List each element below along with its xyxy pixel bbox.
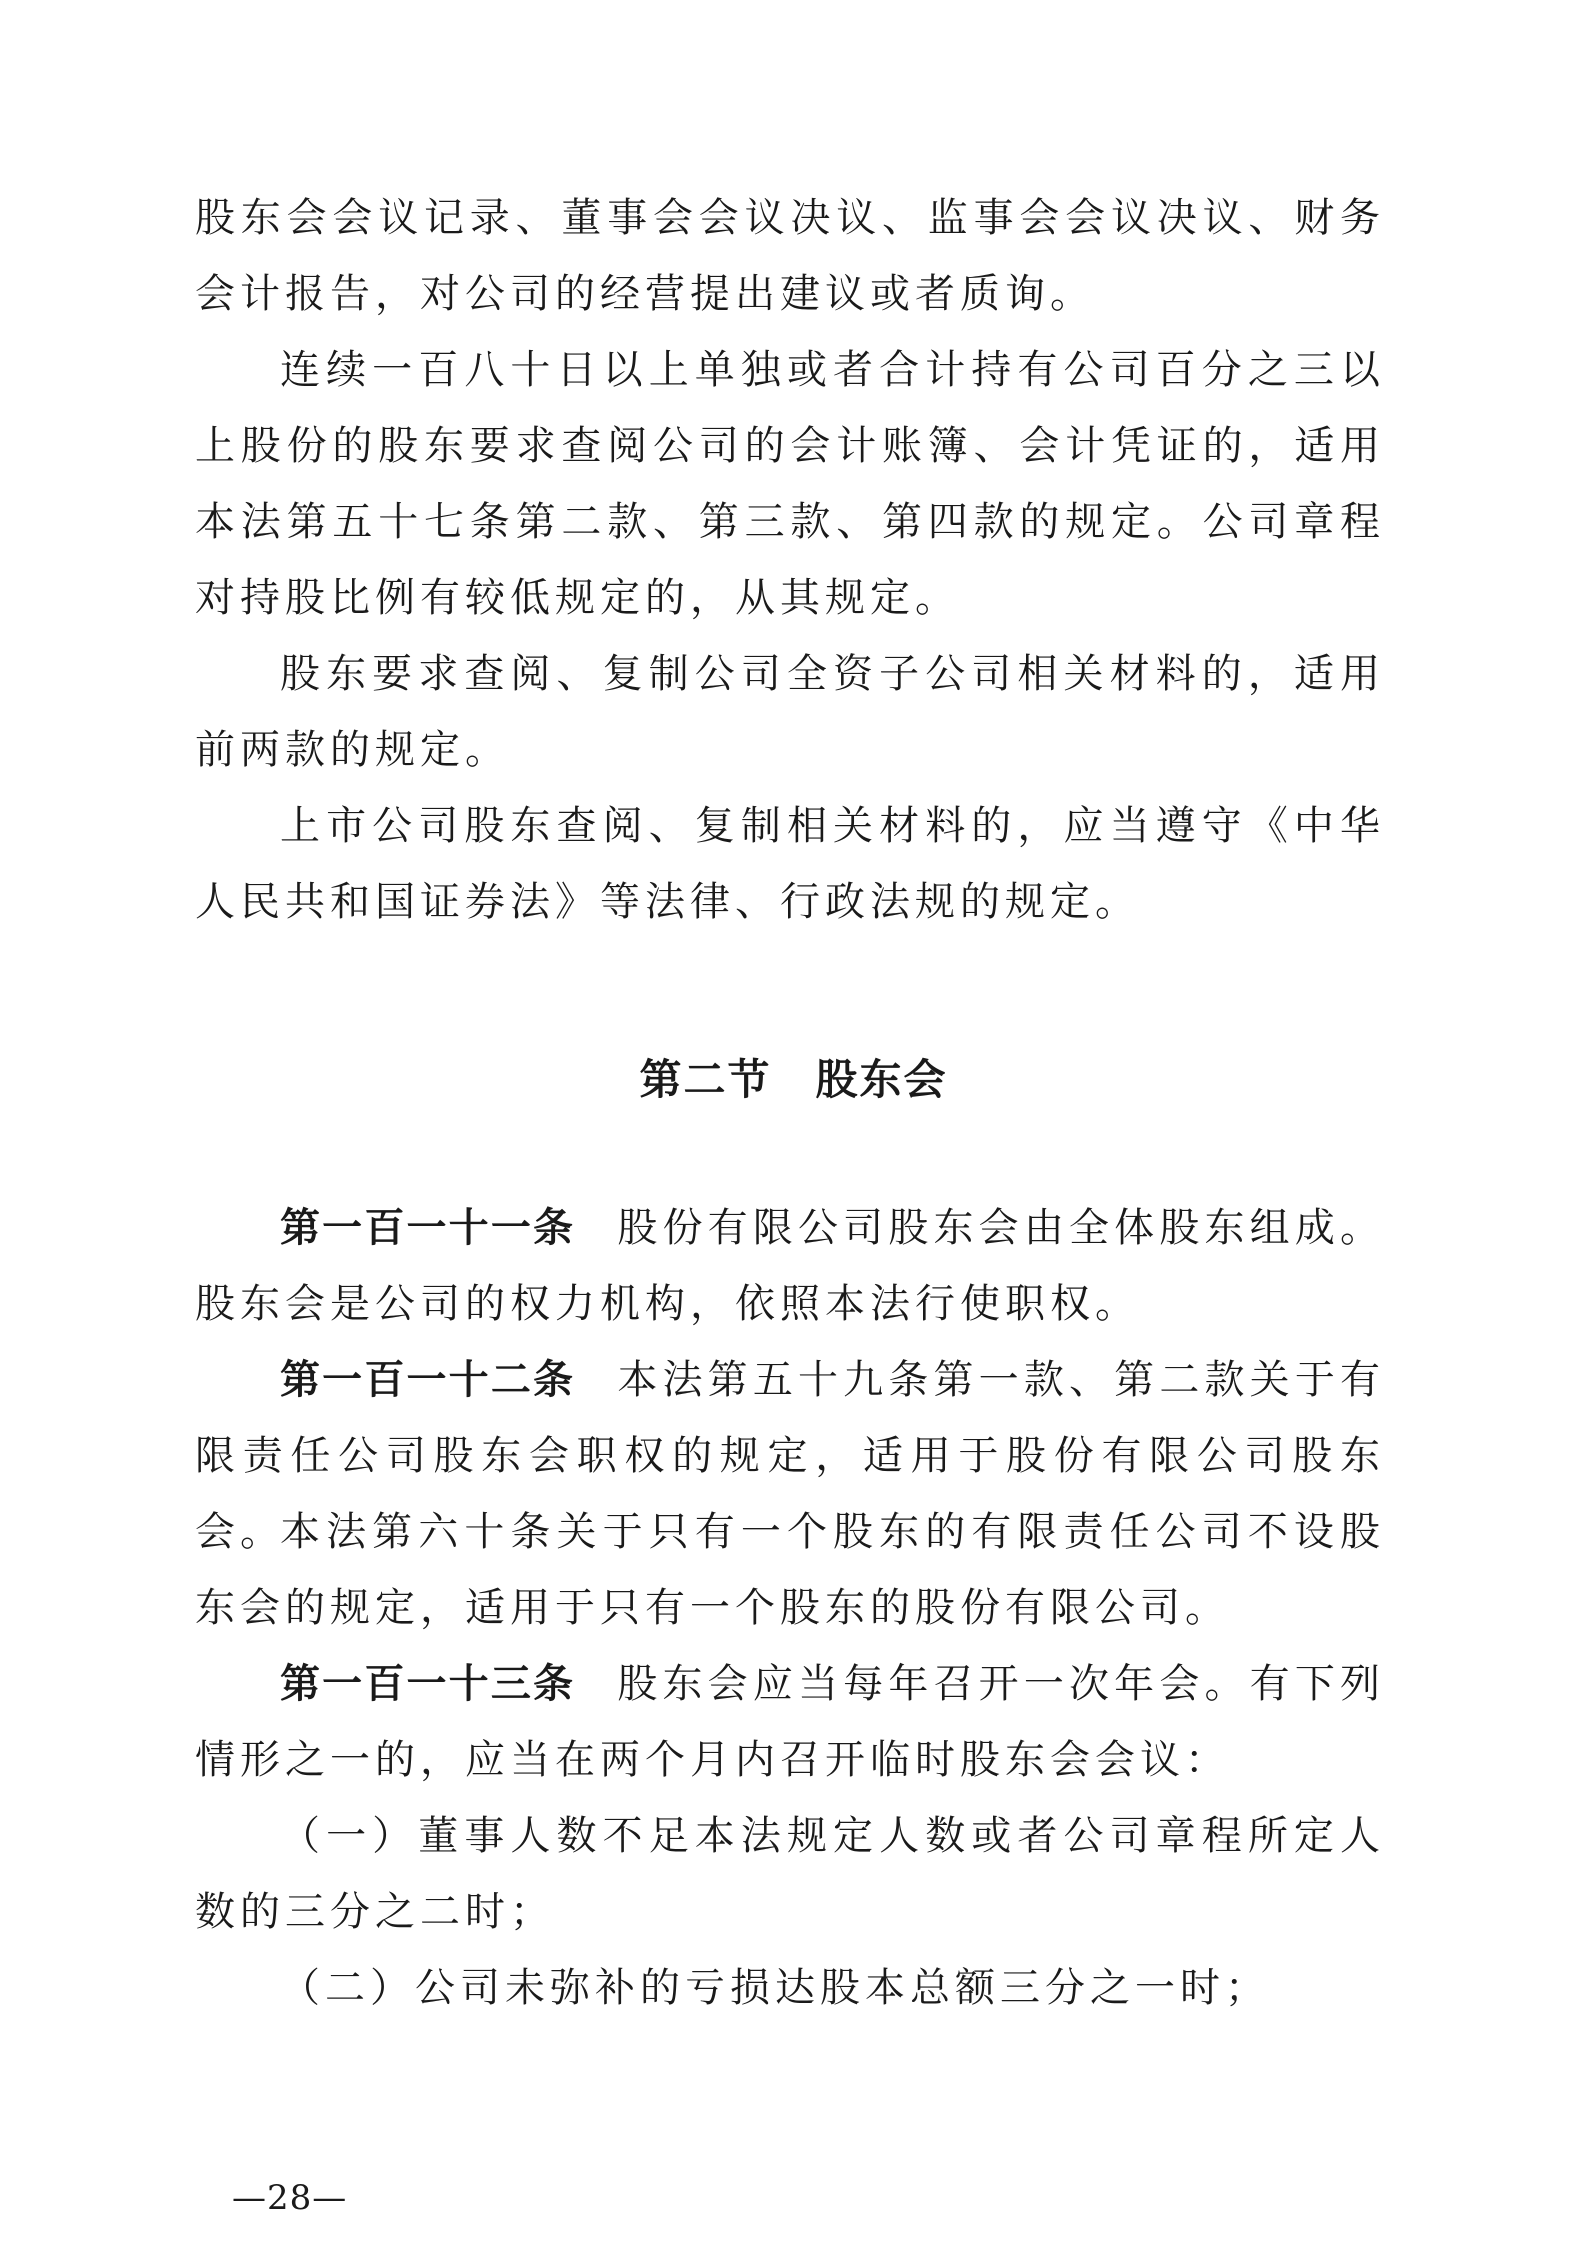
article-111-label: 第一百一十一条 xyxy=(280,1205,576,1251)
article-113-text: 股东会应当每年召开一次年会。有下列情形之一的，应当在两个月内召开临时股东会会议： xyxy=(195,1661,1386,1783)
paragraph-listed-company: 上市公司股东查阅、复制相关材料的，应当遵守《中华人民共和国证券法》等法律、行政法规的规定。 xyxy=(195,803,1385,925)
article-112-label: 第一百一十二条 xyxy=(280,1357,576,1403)
section-heading xyxy=(0,1042,1587,1118)
section-number: 第二节 xyxy=(639,1055,772,1104)
section-name: 股东会 xyxy=(815,1055,948,1104)
page-number: —28— xyxy=(232,2178,348,2218)
article-111-text: 股份有限公司股东会由全体股东组成。股东会是公司的权力机构，依照本法行使职权。 xyxy=(195,1205,1386,1327)
article-113-item-2: （二）公司未弥补的亏损达股本总额三分之一时； xyxy=(280,1965,1270,2011)
paragraph-continuation: 股东会会议记录、董事会会议决议、监事会会议决议、财务会计报告，对公司的经营提出建议或者质询。 xyxy=(195,195,1385,317)
article-111 xyxy=(195,1190,1385,1342)
article-112-text: 本法第五十九条第一款、第二款关于有限责任公司股东会职权的规定，适用于股份有限公司股东会。 xyxy=(195,1357,1386,1555)
article-112-paragraph-2: 本法第六十条关于只有一个股东的有限责任公司不设股东会的规定，适用于只有一个股东的股份有限公司。 xyxy=(195,1509,1385,1631)
paragraph-subsidiary-materials: 股东要求查阅、复制公司全资子公司相关材料的，适用前两款的规定。 xyxy=(195,651,1385,773)
article-113-label: 第一百一十三条 xyxy=(280,1661,576,1707)
paragraph-account-books: 连续一百八十日以上单独或者合计持有公司百分之三以上股份的股东要求查阅公司的会计账簿、会计凭证的，适用本法第五十七条第二款、第三款、第四款的规定。公司章程对持股比例有较低规定的，从其规定。 xyxy=(195,347,1385,621)
article-113 xyxy=(195,1646,1385,1798)
article-113-item-1: （一）董事人数不足本法规定人数或者公司章程所定人数的三分之二时； xyxy=(195,1813,1385,1935)
